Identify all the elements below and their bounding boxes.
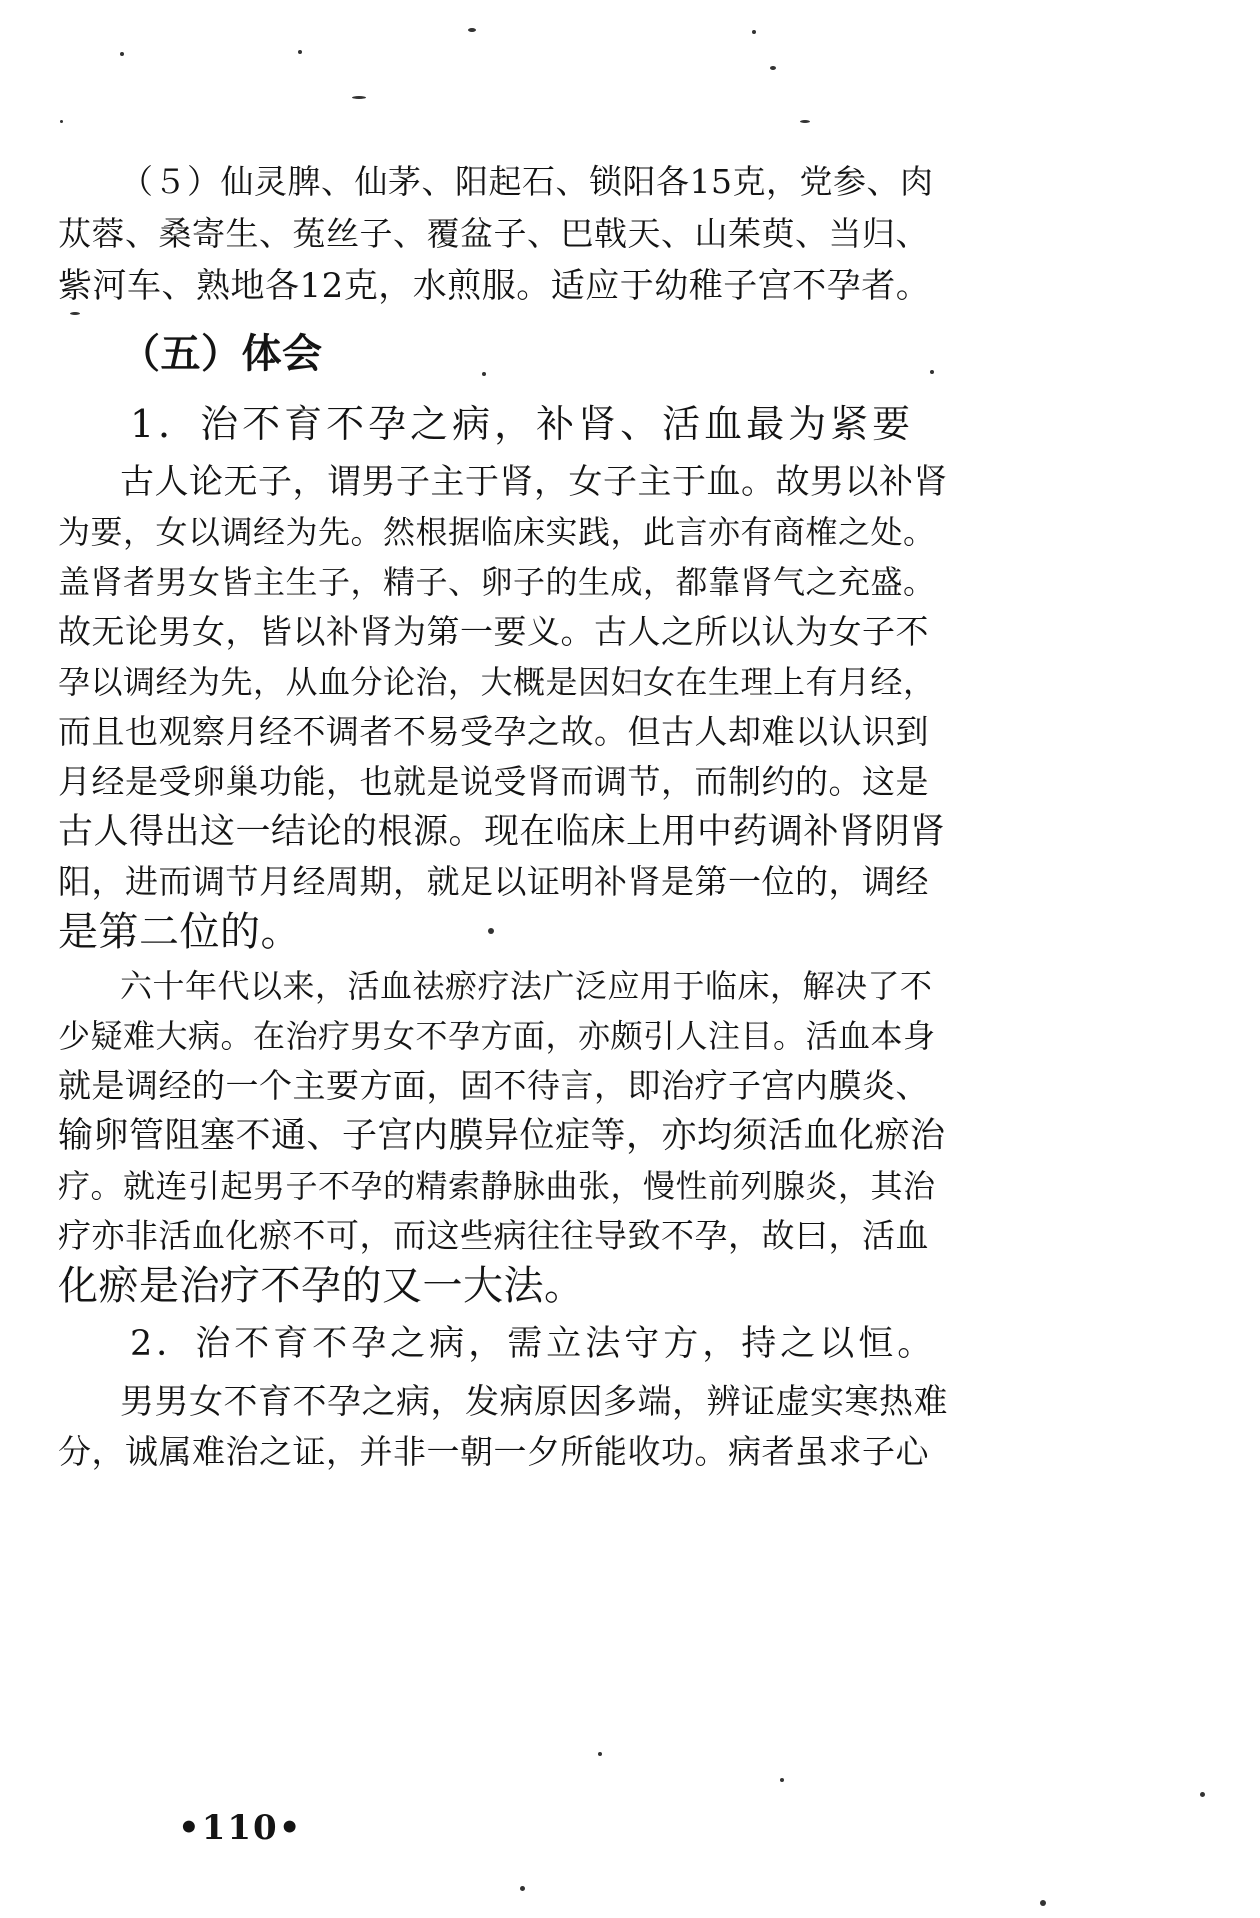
para2-line-6: 疗亦非活血化瘀不可，而这些病往往导致不孕，故曰，活血 [58, 1216, 929, 1255]
scan-speck [352, 96, 366, 99]
formula-line-2: 苁蓉、桑寄生、菟丝子、覆盆子、巴戟天、山茱萸、当归、 [58, 214, 929, 253]
para1-line-5: 孕以调经为先，从血分论治，大概是因妇女在生理上有月经， [58, 663, 936, 701]
formula-line-3: 紫河车、熟地各12克，水煎服。适应于幼稚子宫不孕者。 [58, 266, 931, 306]
scan-speck [770, 66, 776, 70]
para2-line-5: 疗。就连引起男子不孕的精索静脉曲张，慢性前列腺炎，其治 [58, 1167, 936, 1205]
scan-speck [930, 370, 934, 374]
subheading-2: 2．治不育不孕之病，需立法守方，持之以恒。 [130, 1324, 937, 1364]
scan-speck [1040, 1900, 1046, 1906]
scan-speck [298, 50, 302, 54]
subheading-1: 1．治不育不孕之病，补肾、活血最为紧要 [130, 402, 915, 446]
para1-line-9: 阳，进而调节月经周期，就足以证明补肾是第一位的，调经 [58, 862, 929, 901]
scan-speck [1200, 1792, 1205, 1797]
para1-line-10: 是第二位的。 [58, 909, 301, 955]
para2-line-4: 输卵管阻塞不通、子宫内膜异位症等，亦均须活血化瘀治 [58, 1116, 946, 1156]
scan-speck [598, 1752, 602, 1756]
para1-line-6: 而且也观察月经不调者不易受孕之故。但古人却难以认识到 [58, 712, 929, 751]
section-heading: （五）体会 [120, 330, 323, 377]
para1-line-3: 盖肾者男女皆主生子，精子、卵子的生成，都靠肾气之充盛。 [58, 563, 936, 601]
page-number: •110• [178, 1808, 303, 1848]
para2-line-3: 就是调经的一个主要方面，固不待言，即治疗子宫内膜炎、 [58, 1066, 929, 1105]
para1-line-4: 故无论男女，皆以补肾为第一要义。古人之所以认为女子不 [58, 612, 929, 651]
scan-speck [70, 312, 80, 315]
scan-speck [482, 372, 486, 376]
formula-line-1: （５）仙灵脾、仙茅、阳起石、锁阳各15克，党参、肉 [120, 162, 934, 201]
scan-speck [468, 28, 476, 32]
para2-line-7: 化瘀是治疗不孕的又一大法。 [58, 1263, 585, 1309]
para3-line-1: 男男女不育不孕之病，发病原因多端，辨证虚实寒热难 [120, 1382, 948, 1422]
para2-line-2: 少疑难大病。在治疗男女不孕方面，亦颇引人注目。活血本身 [58, 1017, 936, 1055]
scan-speck [780, 1778, 784, 1782]
para2-line-1: 六十年代以来，活血祛瘀疗法广泛应用于临床，解决了不 [120, 967, 933, 1005]
para1-line-2: 为要，女以调经为先。然根据临床实践，此言亦有商榷之处。 [58, 513, 936, 551]
scan-speck [488, 928, 494, 934]
para1-line-8: 古人得出这一结论的根源。现在临床上用中药调补肾阴肾 [58, 812, 946, 852]
scan-speck [60, 120, 63, 123]
scan-speck [800, 120, 810, 123]
scan-speck [752, 30, 756, 34]
para1-line-1: 古人论无子，谓男子主于肾，女子主于血。故男以补肾 [120, 462, 948, 502]
para1-line-7: 月经是受卵巢功能，也就是说受肾而调节，而制约的。这是 [58, 762, 929, 801]
scan-speck [520, 1886, 525, 1891]
scan-speck [120, 52, 124, 56]
para3-line-2: 分，诚属难治之证，并非一朝一夕所能收功。病者虽求子心 [58, 1432, 929, 1471]
